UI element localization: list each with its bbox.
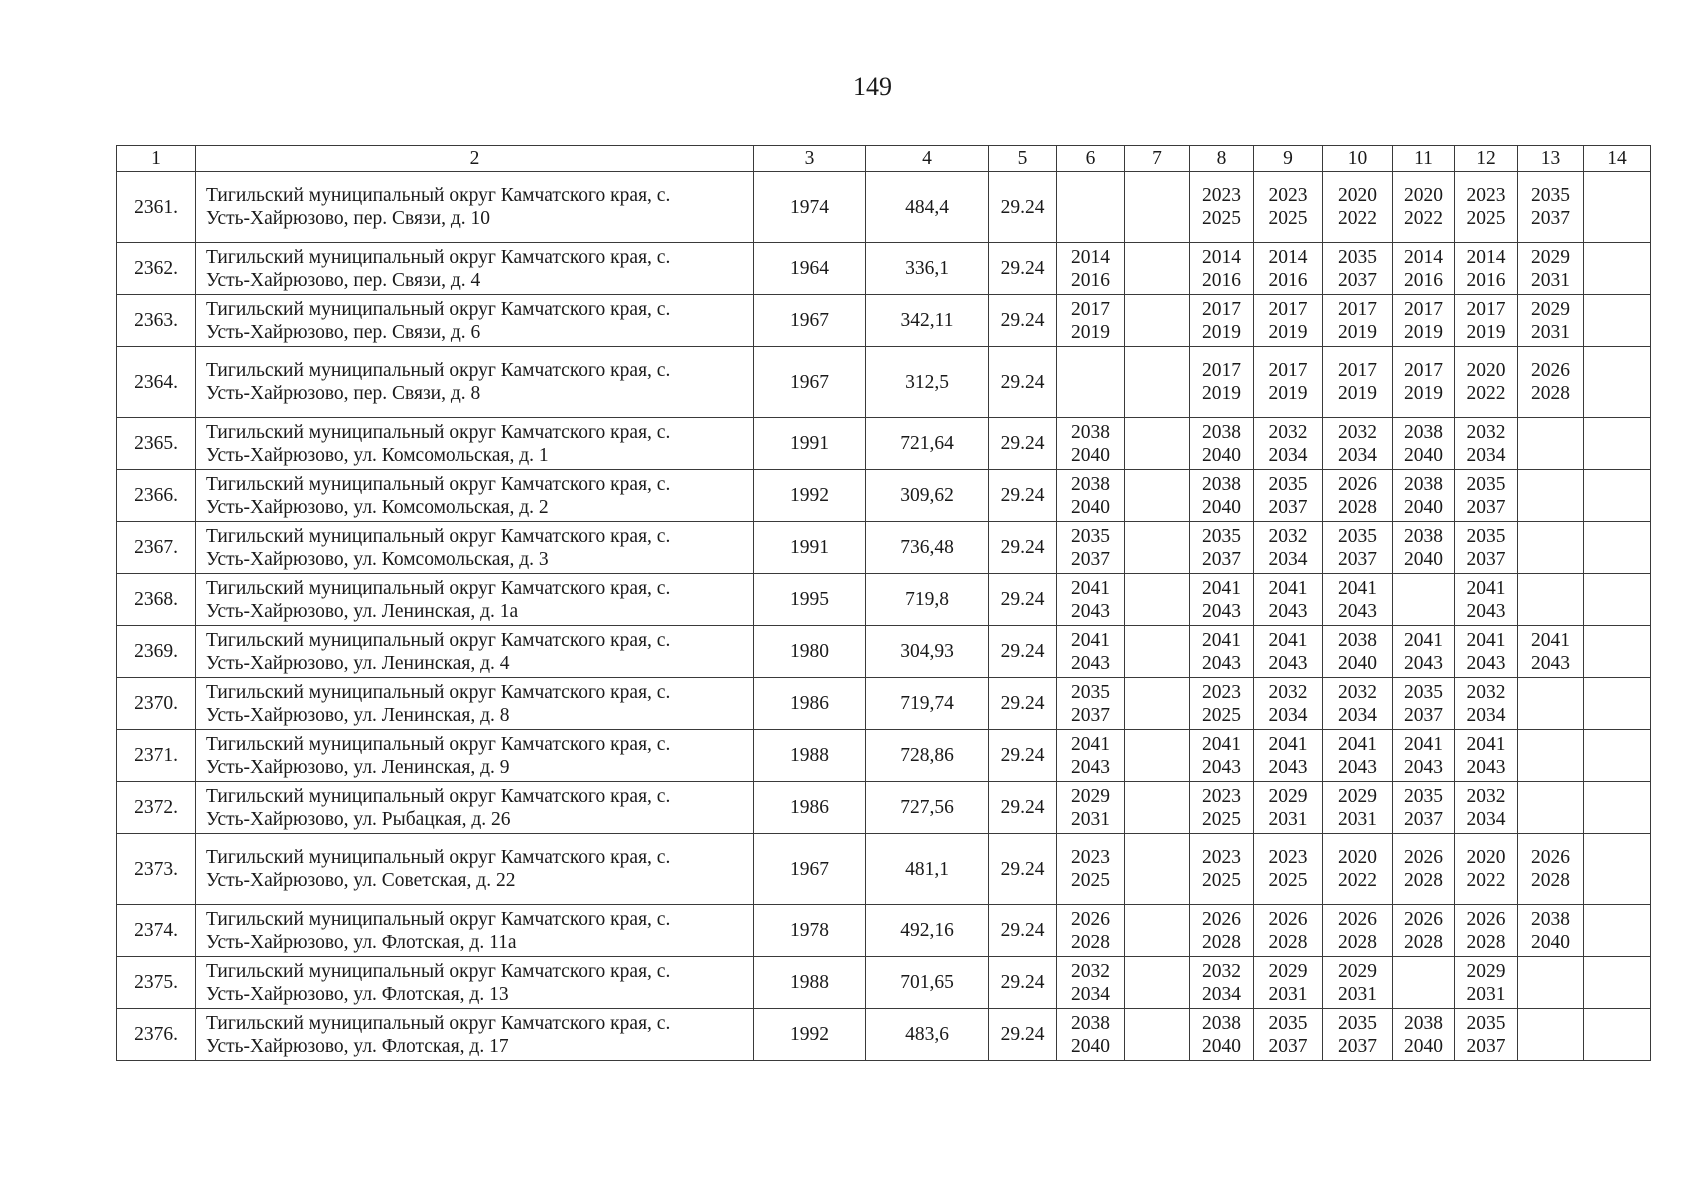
column-header: 12 <box>1455 146 1518 172</box>
address-line: Тигильский муниципальный округ Камчатского края, с. <box>206 733 671 755</box>
address-cell <box>196 905 754 957</box>
address-cell <box>196 1009 754 1061</box>
address-line: Тигильский муниципальный округ Камчатского края, с. <box>206 185 671 206</box>
period-cell <box>1125 470 1190 522</box>
row-number-cell: 2368. <box>117 574 196 626</box>
period-cell <box>1125 905 1190 957</box>
period-cell: 2029 2031 <box>1518 243 1584 295</box>
period-cell: 2026 2028 <box>1323 470 1393 522</box>
address-line: Тигильский муниципальный округ Камчатского края, с. <box>206 908 671 930</box>
column-header: 10 <box>1323 146 1393 172</box>
period-cell: 2041 2043 <box>1057 626 1125 678</box>
period-cell <box>1125 834 1190 905</box>
address-line: Тигильский муниципальный округ Камчатского края, с. <box>206 525 671 547</box>
period-cell: 2017 2019 <box>1254 347 1323 418</box>
period-cell: 2020 2022 <box>1323 172 1393 243</box>
column-header: 11 <box>1393 146 1455 172</box>
table-row <box>117 834 1651 905</box>
period-cell: 2035 2037 <box>1393 678 1455 730</box>
column-header: 5 <box>989 146 1057 172</box>
period-cell <box>1584 243 1651 295</box>
period-cell: 2032 2034 <box>1323 418 1393 470</box>
period-cell: 2032 2034 <box>1254 678 1323 730</box>
period-cell: 2041 2043 <box>1254 626 1323 678</box>
address-line: Тигильский муниципальный округ Камчатского края, с. <box>206 298 671 320</box>
address-line: Тигильский муниципальный округ Камчатского края, с. <box>206 681 671 703</box>
code-cell: 29.24 <box>989 243 1057 295</box>
address-line: Усть-Хайрюзово, ул. Ленинская, д. 1а <box>206 600 519 622</box>
code-cell: 29.24 <box>989 957 1057 1009</box>
period-cell: 2041 2043 <box>1323 730 1393 782</box>
address-cell <box>196 470 754 522</box>
table-row <box>117 470 1651 522</box>
area-cell: 483,6 <box>866 1009 989 1061</box>
period-cell <box>1125 626 1190 678</box>
period-cell: 2026 2028 <box>1518 347 1584 418</box>
column-header: 4 <box>866 146 989 172</box>
period-cell: 2026 2028 <box>1393 905 1455 957</box>
period-cell: 2041 2043 <box>1323 574 1393 626</box>
period-cell <box>1584 782 1651 834</box>
area-cell: 736,48 <box>866 522 989 574</box>
period-cell: 2026 2028 <box>1057 905 1125 957</box>
period-cell <box>1125 678 1190 730</box>
build-year-cell: 1991 <box>754 418 866 470</box>
period-cell: 2029 2031 <box>1057 782 1125 834</box>
address-line: Тигильский муниципальный округ Камчатского края, с. <box>206 629 671 651</box>
period-cell: 2035 2037 <box>1518 172 1584 243</box>
period-cell <box>1584 626 1651 678</box>
table-row <box>117 418 1651 470</box>
row-number-cell: 2374. <box>117 905 196 957</box>
period-cell <box>1125 522 1190 574</box>
table-row <box>117 678 1651 730</box>
row-number-cell: 2366. <box>117 470 196 522</box>
column-header: 6 <box>1057 146 1125 172</box>
address-line: Усть-Хайрюзово, пер. Связи, д. 8 <box>206 383 481 404</box>
address-line: Усть-Хайрюзово, ул. Комсомольская, д. 1 <box>206 444 549 466</box>
code-cell: 29.24 <box>989 626 1057 678</box>
period-cell: 2032 2034 <box>1323 678 1393 730</box>
period-cell: 2035 2037 <box>1455 470 1518 522</box>
area-cell: 304,93 <box>866 626 989 678</box>
period-cell: 2014 2016 <box>1190 243 1254 295</box>
area-cell: 481,1 <box>866 834 989 905</box>
period-cell <box>1518 678 1584 730</box>
build-year-cell: 1988 <box>754 957 866 1009</box>
row-number-cell: 2372. <box>117 782 196 834</box>
period-cell: 2017 2019 <box>1057 295 1125 347</box>
period-cell: 2026 2028 <box>1455 905 1518 957</box>
address-cell <box>196 574 754 626</box>
row-number-cell: 2365. <box>117 418 196 470</box>
period-cell: 2023 2025 <box>1455 172 1518 243</box>
code-cell: 29.24 <box>989 295 1057 347</box>
period-cell: 2017 2019 <box>1323 295 1393 347</box>
address-cell <box>196 347 754 418</box>
period-cell: 2032 2034 <box>1455 678 1518 730</box>
code-cell: 29.24 <box>989 1009 1057 1061</box>
period-cell: 2020 2022 <box>1455 347 1518 418</box>
period-cell: 2035 2037 <box>1057 522 1125 574</box>
period-cell: 2014 2016 <box>1455 243 1518 295</box>
period-cell: 2026 2028 <box>1393 834 1455 905</box>
address-line: Усть-Хайрюзово, пер. Связи, д. 4 <box>206 269 481 291</box>
period-cell: 2041 2043 <box>1393 626 1455 678</box>
address-line: Усть-Хайрюзово, ул. Ленинская, д. 4 <box>206 652 510 674</box>
period-cell: 2041 2043 <box>1455 574 1518 626</box>
period-cell: 2017 2019 <box>1190 347 1254 418</box>
code-cell: 29.24 <box>989 905 1057 957</box>
period-cell <box>1518 957 1584 1009</box>
period-cell: 2038 2040 <box>1393 1009 1455 1061</box>
build-year-cell: 1967 <box>754 834 866 905</box>
period-cell: 2017 2019 <box>1393 295 1455 347</box>
area-cell: 312,5 <box>866 347 989 418</box>
period-cell: 2026 2028 <box>1518 834 1584 905</box>
period-cell: 2035 2037 <box>1254 470 1323 522</box>
address-cell <box>196 782 754 834</box>
code-cell: 29.24 <box>989 730 1057 782</box>
period-cell <box>1584 295 1651 347</box>
period-cell: 2041 2043 <box>1057 730 1125 782</box>
address-line: Усть-Хайрюзово, пер. Связи, д. 6 <box>206 321 481 343</box>
period-cell: 2026 2028 <box>1323 905 1393 957</box>
area-cell: 309,62 <box>866 470 989 522</box>
period-cell: 2041 2043 <box>1455 626 1518 678</box>
period-cell: 2041 2043 <box>1455 730 1518 782</box>
period-cell: 2020 2022 <box>1393 172 1455 243</box>
period-cell: 2017 2019 <box>1254 295 1323 347</box>
row-number-cell: 2363. <box>117 295 196 347</box>
table-row <box>117 347 1651 418</box>
address-cell <box>196 295 754 347</box>
period-cell: 2038 2040 <box>1393 470 1455 522</box>
column-header: 1 <box>117 146 196 172</box>
column-header: 13 <box>1518 146 1584 172</box>
address-line: Усть-Хайрюзово, ул. Флотская, д. 11а <box>206 931 517 953</box>
period-cell <box>1125 243 1190 295</box>
area-cell: 342,11 <box>866 295 989 347</box>
period-cell <box>1057 172 1125 243</box>
period-cell: 2014 2016 <box>1393 243 1455 295</box>
table-row <box>117 730 1651 782</box>
table-row <box>117 574 1651 626</box>
period-cell: 2035 2037 <box>1455 522 1518 574</box>
code-cell: 29.24 <box>989 522 1057 574</box>
period-cell: 2032 2034 <box>1455 418 1518 470</box>
table-row <box>117 1009 1651 1061</box>
table-row <box>117 782 1651 834</box>
build-year-cell: 1967 <box>754 295 866 347</box>
period-cell <box>1584 418 1651 470</box>
period-cell: 2023 2025 <box>1254 172 1323 243</box>
address-cell <box>196 418 754 470</box>
period-cell: 2038 2040 <box>1323 626 1393 678</box>
period-cell: 2038 2040 <box>1190 418 1254 470</box>
row-number-cell: 2371. <box>117 730 196 782</box>
address-line: Тигильский муниципальный округ Камчатского края, с. <box>206 246 671 268</box>
build-year-cell: 1995 <box>754 574 866 626</box>
code-cell: 29.24 <box>989 172 1057 243</box>
period-cell <box>1584 905 1651 957</box>
row-number-cell: 2370. <box>117 678 196 730</box>
address-line: Тигильский муниципальный округ Камчатского края, с. <box>206 577 671 599</box>
code-cell: 29.24 <box>989 347 1057 418</box>
housing-repair-table <box>116 145 1651 1061</box>
address-line: Усть-Хайрюзово, пер. Связи, д. 10 <box>206 208 491 229</box>
address-line: Тигильский муниципальный округ Камчатского края, с. <box>206 421 671 443</box>
address-line: Усть-Хайрюзово, ул. Ленинская, д. 9 <box>206 756 510 778</box>
table-row <box>117 243 1651 295</box>
period-cell: 2041 2043 <box>1254 574 1323 626</box>
area-cell: 727,56 <box>866 782 989 834</box>
period-cell: 2029 2031 <box>1455 957 1518 1009</box>
code-cell: 29.24 <box>989 678 1057 730</box>
period-cell: 2023 2025 <box>1190 834 1254 905</box>
period-cell <box>1584 470 1651 522</box>
row-number-cell: 2361. <box>117 172 196 243</box>
period-cell: 2038 2040 <box>1057 470 1125 522</box>
period-cell <box>1125 782 1190 834</box>
period-cell: 2035 2037 <box>1057 678 1125 730</box>
period-cell <box>1125 574 1190 626</box>
period-cell <box>1125 347 1190 418</box>
row-number-cell: 2364. <box>117 347 196 418</box>
period-cell: 2041 2043 <box>1057 574 1125 626</box>
address-line: Тигильский муниципальный округ Камчатского края, с. <box>206 785 671 807</box>
area-cell: 719,74 <box>866 678 989 730</box>
period-cell: 2038 2040 <box>1190 470 1254 522</box>
period-cell: 2038 2040 <box>1190 1009 1254 1061</box>
period-cell: 2038 2040 <box>1057 418 1125 470</box>
build-year-cell: 1986 <box>754 782 866 834</box>
period-cell: 2035 2037 <box>1190 522 1254 574</box>
period-cell <box>1518 1009 1584 1061</box>
period-cell <box>1125 172 1190 243</box>
column-header: 7 <box>1125 146 1190 172</box>
period-cell: 2035 2037 <box>1323 522 1393 574</box>
period-cell: 2035 2037 <box>1323 243 1393 295</box>
area-cell: 701,65 <box>866 957 989 1009</box>
period-cell <box>1584 730 1651 782</box>
period-cell: 2041 2043 <box>1393 730 1455 782</box>
row-number-cell: 2369. <box>117 626 196 678</box>
column-header: 8 <box>1190 146 1254 172</box>
address-line: Усть-Хайрюзово, ул. Советская, д. 22 <box>206 870 516 891</box>
area-cell: 728,86 <box>866 730 989 782</box>
period-cell: 2029 2031 <box>1323 957 1393 1009</box>
period-cell: 2041 2043 <box>1190 730 1254 782</box>
period-cell <box>1584 522 1651 574</box>
address-line: Усть-Хайрюзово, ул. Ленинская, д. 8 <box>206 704 510 726</box>
period-cell <box>1125 295 1190 347</box>
period-cell: 2035 2037 <box>1393 782 1455 834</box>
address-line: Тигильский муниципальный округ Камчатского края, с. <box>206 473 671 495</box>
build-year-cell: 1974 <box>754 172 866 243</box>
code-cell: 29.24 <box>989 574 1057 626</box>
build-year-cell: 1988 <box>754 730 866 782</box>
code-cell: 29.24 <box>989 782 1057 834</box>
address-line: Усть-Хайрюзово, ул. Рыбацкая, д. 26 <box>206 808 511 830</box>
build-year-cell: 1978 <box>754 905 866 957</box>
address-line: Тигильский муниципальный округ Камчатского края, с. <box>206 1012 671 1034</box>
area-cell: 484,4 <box>866 172 989 243</box>
period-cell: 2041 2043 <box>1190 626 1254 678</box>
address-cell <box>196 522 754 574</box>
period-cell <box>1518 730 1584 782</box>
period-cell <box>1584 678 1651 730</box>
address-line: Тигильский муниципальный округ Камчатского края, с. <box>206 847 671 868</box>
row-number-cell: 2375. <box>117 957 196 1009</box>
area-cell: 721,64 <box>866 418 989 470</box>
period-cell <box>1125 418 1190 470</box>
period-cell <box>1057 347 1125 418</box>
period-cell: 2032 2034 <box>1254 522 1323 574</box>
period-cell <box>1518 470 1584 522</box>
period-cell <box>1584 574 1651 626</box>
period-cell: 2029 2031 <box>1518 295 1584 347</box>
period-cell: 2023 2025 <box>1190 782 1254 834</box>
address-cell <box>196 957 754 1009</box>
period-cell: 2014 2016 <box>1057 243 1125 295</box>
period-cell: 2038 2040 <box>1518 905 1584 957</box>
period-cell: 2041 2043 <box>1190 574 1254 626</box>
page-number: 149 <box>853 72 892 101</box>
period-cell: 2035 2037 <box>1254 1009 1323 1061</box>
period-cell <box>1125 730 1190 782</box>
period-cell: 2029 2031 <box>1254 957 1323 1009</box>
area-cell: 492,16 <box>866 905 989 957</box>
period-cell: 2020 2022 <box>1323 834 1393 905</box>
period-cell: 2029 2031 <box>1254 782 1323 834</box>
code-cell: 29.24 <box>989 418 1057 470</box>
address-line: Усть-Хайрюзово, ул. Комсомольская, д. 3 <box>206 548 549 570</box>
build-year-cell: 1992 <box>754 470 866 522</box>
period-cell: 2026 2028 <box>1254 905 1323 957</box>
area-cell: 336,1 <box>866 243 989 295</box>
column-header: 14 <box>1584 146 1651 172</box>
period-cell: 2020 2022 <box>1455 834 1518 905</box>
period-cell: 2017 2019 <box>1455 295 1518 347</box>
address-cell <box>196 243 754 295</box>
period-cell: 2041 2043 <box>1254 730 1323 782</box>
period-cell: 2017 2019 <box>1393 347 1455 418</box>
period-cell: 2017 2019 <box>1323 347 1393 418</box>
period-cell: 2032 2034 <box>1190 957 1254 1009</box>
period-cell: 2017 2019 <box>1190 295 1254 347</box>
period-cell <box>1518 522 1584 574</box>
period-cell: 2023 2025 <box>1190 172 1254 243</box>
period-cell: 2035 2037 <box>1323 1009 1393 1061</box>
period-cell: 2038 2040 <box>1057 1009 1125 1061</box>
period-cell <box>1518 782 1584 834</box>
period-cell: 2035 2037 <box>1455 1009 1518 1061</box>
address-line: Усть-Хайрюзово, ул. Флотская, д. 17 <box>206 1035 509 1057</box>
table-row <box>117 295 1651 347</box>
period-cell: 2032 2034 <box>1057 957 1125 1009</box>
build-year-cell: 1964 <box>754 243 866 295</box>
table-row <box>117 172 1651 243</box>
table-row <box>117 957 1651 1009</box>
area-cell: 719,8 <box>866 574 989 626</box>
address-cell <box>196 678 754 730</box>
period-cell: 2014 2016 <box>1254 243 1323 295</box>
address-cell <box>196 626 754 678</box>
period-cell <box>1584 834 1651 905</box>
column-header: 3 <box>754 146 866 172</box>
build-year-cell: 1992 <box>754 1009 866 1061</box>
column-header: 9 <box>1254 146 1323 172</box>
row-number-cell: 2373. <box>117 834 196 905</box>
period-cell: 2026 2028 <box>1190 905 1254 957</box>
table-row <box>117 626 1651 678</box>
period-cell <box>1125 957 1190 1009</box>
build-year-cell: 1980 <box>754 626 866 678</box>
address-cell <box>196 730 754 782</box>
build-year-cell: 1991 <box>754 522 866 574</box>
code-cell: 29.24 <box>989 834 1057 905</box>
period-cell: 2023 2025 <box>1057 834 1125 905</box>
period-cell: 2023 2025 <box>1190 678 1254 730</box>
period-cell: 2038 2040 <box>1393 418 1455 470</box>
address-line: Тигильский муниципальный округ Камчатского края, с. <box>206 360 671 381</box>
period-cell: 2032 2034 <box>1455 782 1518 834</box>
period-cell <box>1393 574 1455 626</box>
row-number-cell: 2367. <box>117 522 196 574</box>
period-cell: 2038 2040 <box>1393 522 1455 574</box>
row-number-cell: 2376. <box>117 1009 196 1061</box>
address-cell <box>196 172 754 243</box>
period-cell <box>1584 172 1651 243</box>
address-line: Тигильский муниципальный округ Камчатского края, с. <box>206 960 671 982</box>
table-row <box>117 905 1651 957</box>
code-cell: 29.24 <box>989 470 1057 522</box>
table-row <box>117 522 1651 574</box>
header-row <box>117 146 1651 172</box>
period-cell <box>1518 574 1584 626</box>
address-line: Усть-Хайрюзово, ул. Комсомольская, д. 2 <box>206 496 549 518</box>
period-cell <box>1125 1009 1190 1061</box>
column-header: 2 <box>196 146 754 172</box>
address-line: Усть-Хайрюзово, ул. Флотская, д. 13 <box>206 983 509 1005</box>
period-cell <box>1393 957 1455 1009</box>
build-year-cell: 1967 <box>754 347 866 418</box>
build-year-cell: 1986 <box>754 678 866 730</box>
period-cell <box>1518 418 1584 470</box>
row-number-cell: 2362. <box>117 243 196 295</box>
period-cell <box>1584 347 1651 418</box>
period-cell <box>1584 1009 1651 1061</box>
address-cell <box>196 834 754 905</box>
period-cell: 2041 2043 <box>1518 626 1584 678</box>
period-cell <box>1584 957 1651 1009</box>
period-cell: 2032 2034 <box>1254 418 1323 470</box>
period-cell: 2029 2031 <box>1323 782 1393 834</box>
period-cell: 2023 2025 <box>1254 834 1323 905</box>
